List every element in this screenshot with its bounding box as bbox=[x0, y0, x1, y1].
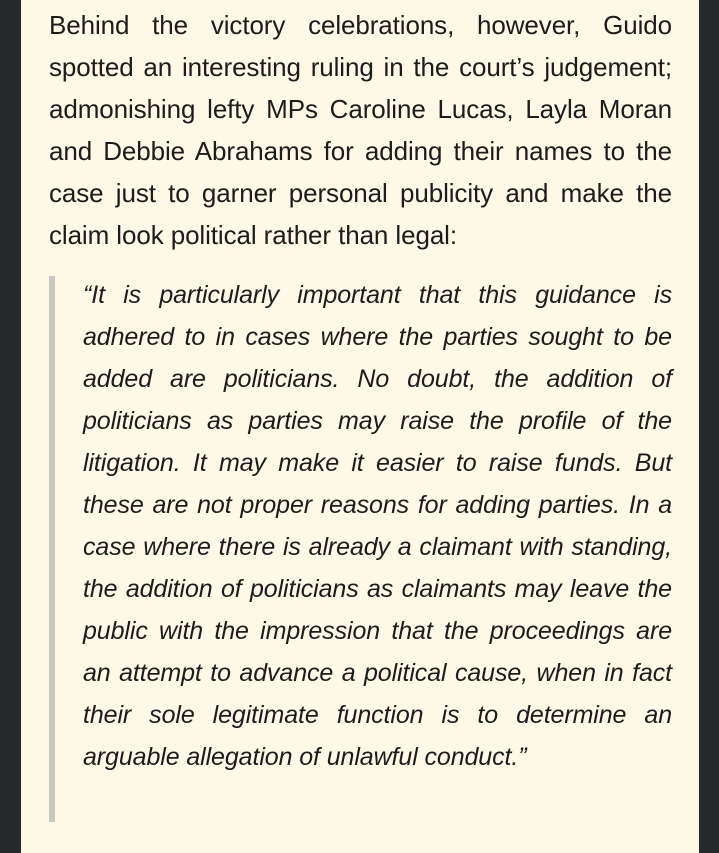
quote-bar bbox=[49, 276, 55, 822]
article-page bbox=[21, 0, 699, 853]
court-quote-blockquote bbox=[49, 274, 672, 778]
article-paragraph: Behind the victory celebrations, however, Guido spotted an interesting ruling in the court’s judgement; admonishing lefty MPs Caroline Lucas, Layla Moran and Debbie Abrahams for adding their names to the case just to garner personal publicity and make the claim look political rather than legal: bbox=[49, 10, 672, 250]
quote-text: “It is particularly important that this guidance is adhered to in cases where the parties sought to be added are politicians. No doubt, the addition of politicians as parties may raise the profile of the litigation. It may make it easier to raise funds. But these are not proper reasons for adding parties. In a case where there is already a claimant with standing, the addition of politicians as claimants may leave the public with the impression that the proceedings are an attempt to advance a political cause, when in fact their sole legitimate function is to determine an arguable allegation of unlawful conduct.” bbox=[83, 281, 672, 771]
